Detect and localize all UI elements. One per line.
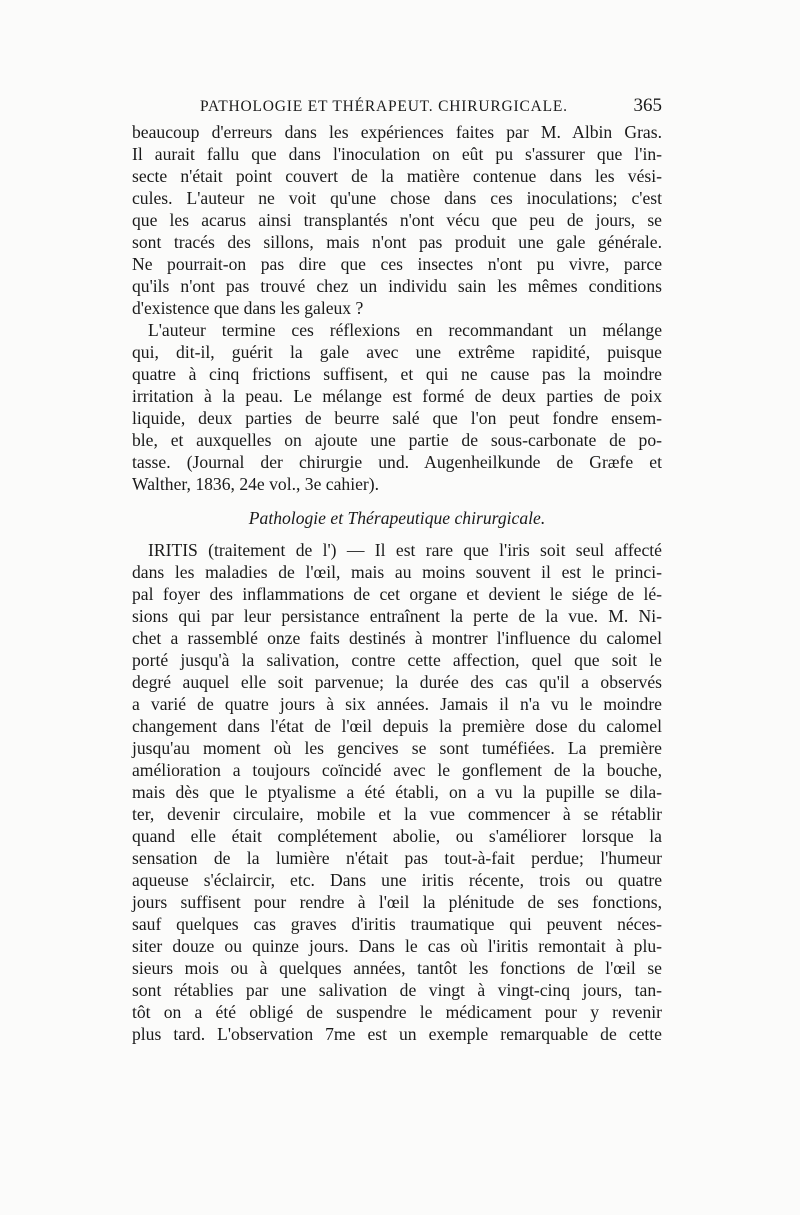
text-line: secte n'était point couvert de la matière contenue dans les vési-	[132, 166, 662, 186]
text-line: a varié de quatre jours à six années. Jamais il n'a vu le moindre	[132, 694, 662, 714]
text-line: amélioration a toujours coïncidé avec le gonflement de la bouche,	[132, 760, 662, 780]
text-line: tôt on a été obligé de suspendre le médicament pour y revenir	[132, 1002, 662, 1022]
page-number: 365	[633, 95, 662, 116]
text-line: porté jusqu'à la salivation, contre cette affection, quel que soit le	[132, 650, 662, 670]
text-line: ble, et auxquelles on ajoute une partie de sous-carbonate de po-	[132, 430, 662, 450]
text-line: quatre à cinq frictions suffisent, et qui ne cause pas la moindre	[132, 364, 662, 384]
text-line: sieurs mois ou à quelques années, tantôt les fonctions de l'œil se	[132, 958, 662, 978]
text-line: Walther, 1836, 24e vol., 3e cahier).	[132, 474, 380, 494]
text-line: tasse. (Journal der chirurgie und. Augenheilkunde de Græfe et	[132, 452, 662, 472]
text-line: que les acarus ainsi transplantés n'ont vécu que peu de jours, se	[132, 210, 662, 230]
text-line: sensation de la lumière n'était pas tout-à-fait perdue; l'humeur	[132, 848, 662, 868]
text-line: pal foyer des inflammations de cet organe et devient le siége de lé-	[132, 584, 662, 604]
text-line: Ne pourrait-on pas dire que ces insectes n'ont pu vivre, parce	[132, 254, 662, 274]
section-heading: Pathologie et Thérapeutique chirurgicale.	[248, 508, 546, 528]
text-line: ter, devenir circulaire, mobile et la vue commencer à se rétablir	[132, 804, 662, 824]
text-line: sauf quelques cas graves d'iritis traumatique qui peuvent néces-	[132, 914, 662, 934]
text-line: beaucoup d'erreurs dans les expériences faites par M. Albin Gras.	[132, 122, 662, 142]
text-line: jours suffisent pour rendre à l'œil la plénitude de ses fonctions,	[132, 892, 662, 912]
text-line: aqueuse s'éclaircir, etc. Dans une iritis récente, trois ou quatre	[132, 870, 662, 890]
text-line: chet a rassemblé onze faits destinés à montrer l'influence du calomel	[132, 628, 662, 648]
text-line: sont tracés des sillons, mais n'ont pas produit une gale générale.	[132, 232, 662, 252]
body-text	[132, 121, 662, 1071]
text-line: cules. L'auteur ne voit qu'une chose dans ces inoculations; c'est	[132, 188, 662, 208]
text-line: dans les maladies de l'œil, mais au moins souvent il est le princi-	[132, 562, 662, 582]
text-line: Il aurait fallu que dans l'inoculation on eût pu s'assurer que l'in-	[132, 144, 662, 164]
text-line: sont rétablies par une salivation de vingt à vingt-cinq jours, tan-	[132, 980, 662, 1000]
text-line: changement dans l'état de l'œil depuis la première dose du calomel	[132, 716, 662, 736]
text-line: siter douze ou quinze jours. Dans le cas où l'iritis remontait à plu-	[132, 936, 662, 956]
text-line: quand elle était complétement abolie, ou s'améliorer lorsque la	[132, 826, 662, 846]
text-line: liquide, deux parties de beurre salé que l'on peut fondre ensem-	[132, 408, 662, 428]
text-line: qui, dit-il, guérit la gale avec une extrême rapidité, puisque	[132, 342, 662, 362]
text-line: d'existence que dans les galeux ?	[132, 298, 364, 318]
text-line: plus tard. L'observation 7me est un exemple remarquable de cette	[132, 1024, 662, 1044]
text-line: jusqu'au moment où les gencives se sont tuméfiées. La première	[132, 738, 662, 758]
text-line: qu'ils n'ont pas trouvé chez un individu sain les mêmes conditions	[132, 276, 662, 296]
text-line: L'auteur termine ces réflexions en recommandant un mélange	[148, 320, 662, 340]
page-header	[200, 95, 662, 122]
text-line: IRITIS (traitement de l') — Il est rare que l'iris soit seul affecté	[148, 540, 662, 560]
text-line: irritation à la peau. Le mélange est formé de deux parties de poix	[132, 386, 662, 406]
text-line: mais dès que le ptyalisme a été établi, on a vu la pupille se dila-	[132, 782, 662, 802]
text-line: sions qui par leur persistance entraînent la perte de la vue. M. Ni-	[132, 606, 662, 626]
running-title: PATHOLOGIE ET THÉRAPEUT. CHIRURGICALE.	[200, 98, 568, 115]
text-line: degré auquel elle soit parvenue; la durée des cas qu'il a observés	[132, 672, 662, 692]
